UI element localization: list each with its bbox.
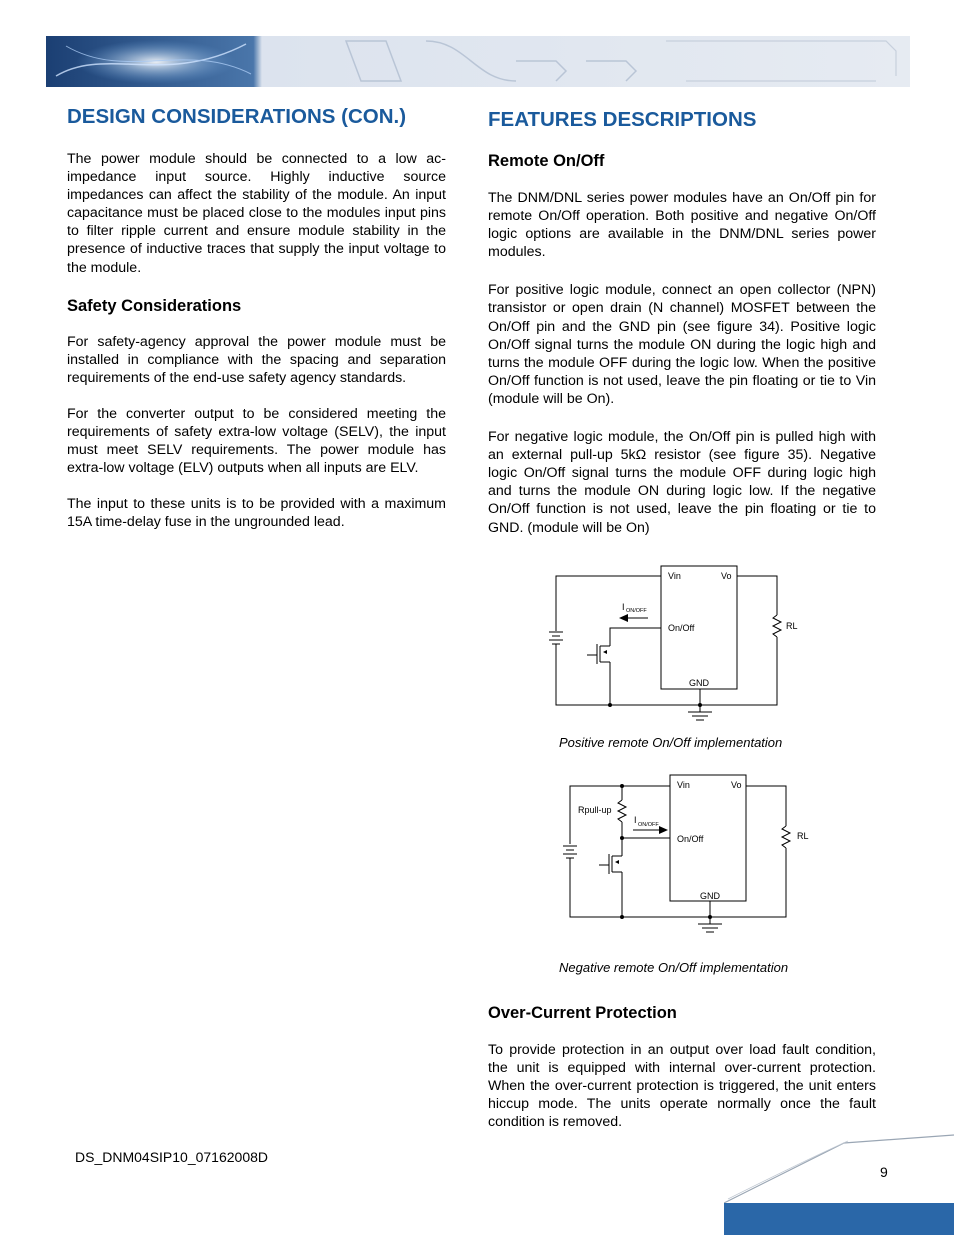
section-heading-features: FEATURES DESCRIPTIONS: [488, 108, 757, 131]
safety-paragraph-1: For safety-agency approval the power module must be installed in compliance with the spacing and separation requirements of the end-use safety agency standards.: [67, 333, 446, 386]
ion-off-label: I: [634, 815, 637, 825]
remote-paragraph-2: For positive logic module, connect an open collector (NPN) transistor or open drain (N channel) MOSFET between the On/Off pin and the GND pin (see figure 34). Positive logic On/Off signal turns the module ON during the logic high and turns the module OFF during the logic low. When the positive On/Off function is not used, leave the pin floating or tie to Vin (module will be On).: [488, 282, 876, 407]
ion-off-label: I: [622, 602, 625, 612]
ocp-heading: Over-Current Protection: [488, 1004, 677, 1022]
corner-decoration: [724, 1133, 954, 1235]
rl-label: RL: [797, 831, 809, 841]
vo-label: Vo: [731, 780, 742, 790]
ocp-section: [488, 1002, 876, 1131]
page-number: 9: [880, 1164, 888, 1180]
rpull-up-label: Rpull-up: [578, 805, 612, 815]
negative-figure-caption: Negative remote On/Off implementation: [559, 960, 789, 975]
positive-figure-caption: Positive remote On/Off implementation: [559, 735, 783, 750]
ocp-paragraph: To provide protection in an output over load fault condition, the unit is equipped with internal over-current protection. When the over-current protection is triggered, the unit enters hiccup mode. The units operate normally once the fault condition is removed.: [488, 1042, 876, 1131]
vin-label: Vin: [668, 571, 681, 581]
left-column: [67, 104, 446, 532]
rl-label: RL: [786, 621, 798, 631]
onoff-label: On/Off: [668, 623, 695, 633]
gnd-label: GND: [700, 891, 720, 901]
ion-off-subscript: ON/OFF: [626, 608, 647, 614]
safety-paragraph-3: The input to these units is to be provided with a maximum 15A time-delay fuse in the ungrounded lead.: [67, 496, 446, 531]
remote-onoff-heading: Remote On/Off: [488, 152, 605, 170]
section-heading-design: DESIGN CONSIDERATIONS (CON.): [67, 105, 407, 128]
remote-paragraph-1: The DNM/DNL series power modules have an On/Off pin for remote On/Off operation. Both positive and negative On/Off logic options are available in the DNM/DNL series power modules.: [488, 190, 876, 261]
negative-logic-diagram: [555, 772, 817, 942]
onoff-label: On/Off: [677, 834, 704, 844]
positive-logic-diagram: [540, 560, 800, 725]
right-column: [488, 107, 876, 537]
safety-paragraph-2: For the converter output to be considered meeting the requirements of safety extra-low voltage (SELV), the input must meet SELV requirements. The power module has extra-low voltage (ELV) outputs when all inputs are ELV.: [67, 405, 446, 477]
vo-label: Vo: [721, 571, 732, 581]
design-intro-paragraph: The power module should be connected to a low ac-impedance input source. Highly inductive source impedances can affect the stability of the module. An input capacitance must be placed close to the modules input pins to filter ripple current and ensure module stability in the presence of inductive traces that supply the input voltage to the module.: [67, 151, 446, 276]
remote-paragraph-3: For negative logic module, the On/Off pin is pulled high with an external pull-up 5kΩ resistor (see figure 35). Negative logic On/Off signal turns the module OFF during logic high and turns the module ON during logic low. If the negative On/Off function is not used, leave the pin floating or tie to GND. (module will be On): [488, 429, 876, 536]
header-banner: [46, 36, 910, 87]
safety-heading: Safety Considerations: [67, 296, 242, 315]
gnd-label: GND: [689, 678, 709, 688]
document-id: DS_DNM04SIP10_07162008D: [75, 1149, 269, 1165]
ion-off-subscript: ON/OFF: [638, 822, 659, 828]
vin-label: Vin: [677, 780, 690, 790]
